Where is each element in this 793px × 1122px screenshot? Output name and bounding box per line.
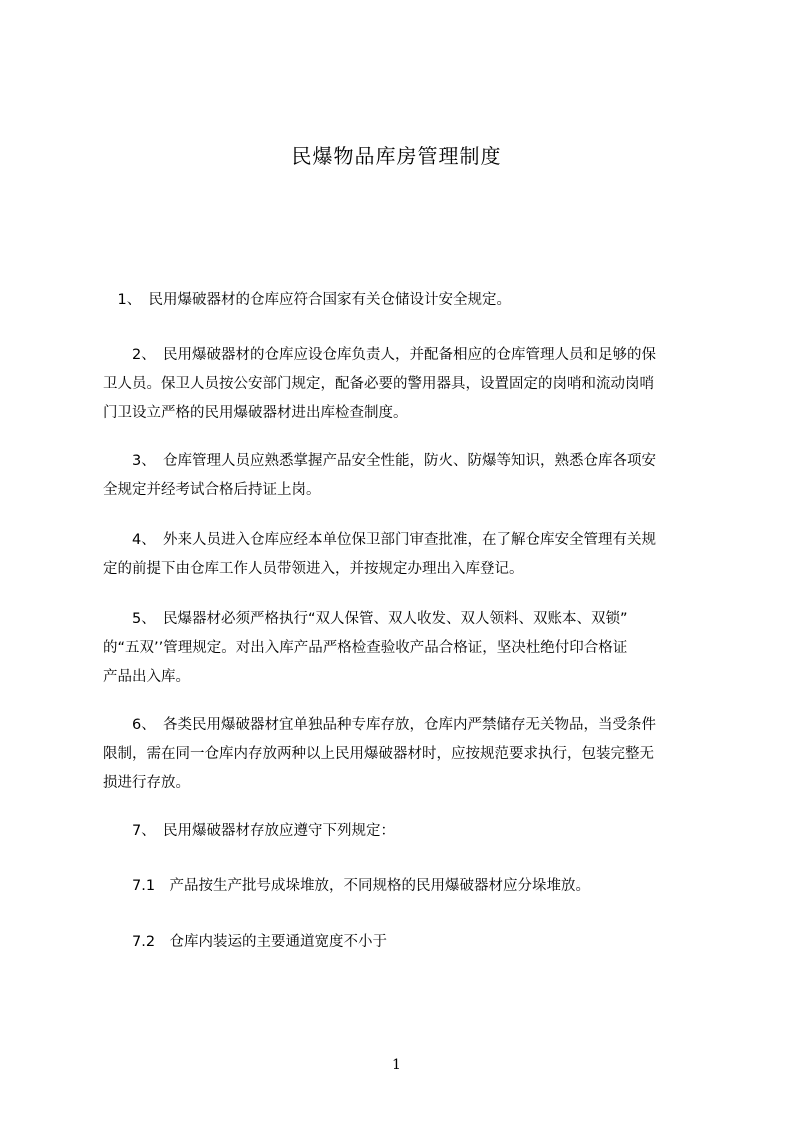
paragraph-line: 门卫设立严格的民用爆破器材进出库检查制度。 — [103, 405, 408, 421]
paragraph-1 — [103, 286, 723, 315]
paragraph-3 — [103, 447, 723, 505]
paragraph-7-1 — [103, 872, 723, 901]
paragraph-6 — [103, 711, 723, 798]
paragraph-line: 7.2 仓库内装运的主要通道宽度不小于 — [103, 934, 388, 950]
paragraph-5 — [103, 605, 723, 692]
paragraph-line: 4、 外来人员进入仓库应经本单位保卫部门审查批准，在了解仓库安全管理有关规 — [103, 532, 656, 548]
page-number: 1 — [392, 1057, 401, 1073]
paragraph-line: 限制，需在同一仓库内存放两种以上民用爆破器材时，应按规范要求执行，包装完整无 — [103, 746, 654, 762]
paragraph-line: 7、 民用爆破器材存放应遵守下列规定： — [103, 823, 395, 839]
paragraph-2 — [103, 341, 723, 428]
paragraph-line: 的“五双’’管理规定。对出入库产品严格检查验收产品合格证，坚决杜绝付印合格证 — [103, 640, 628, 656]
document-title: 民爆物品库房管理制度 — [291, 144, 502, 168]
paragraph-line: 1、 民用爆破器材的仓库应符合国家有关仓储设计安全规定。 — [103, 292, 511, 308]
paragraph-line: 产品出入库。 — [103, 669, 190, 685]
paragraph-line: 3、 仓库管理人员应熟悉掌握产品安全性能，防火、防爆等知识，熟悉仓库各项安 — [103, 453, 656, 469]
paragraph-line: 卫人员。保卫人员按公安部门规定，配备必要的警用器具，设置固定的岗哨和流动岗哨 — [103, 376, 654, 392]
paragraph-line: 定的前提下由仓库工作人员带领进入，并按规定办理出入库登记。 — [103, 561, 524, 577]
paragraph-line: 全规定并经考试合格后持证上岗。 — [103, 482, 321, 498]
paragraph-line: 2、 民用爆破器材的仓库应设仓库负责人，并配备相应的仓库管理人员和足够的保 — [103, 347, 656, 363]
paragraph-7 — [103, 817, 723, 846]
paragraph-4 — [103, 526, 723, 584]
paragraph-line: 7.1 产品按生产批号成垛堆放，不同规格的民用爆破器材应分垛堆放。 — [103, 878, 591, 894]
paragraph-line: 6、 各类民用爆破器材宜单独品种专库存放，仓库内严禁储存无关物品，当受条件 — [103, 717, 656, 733]
paragraph-line: 5、 民爆器材必须严格执行“双人保管、双人收发、双人领料、双账本、双锁” — [103, 611, 628, 627]
paragraph-7-2 — [103, 928, 723, 957]
paragraph-line: 损进行存放。 — [103, 775, 190, 791]
